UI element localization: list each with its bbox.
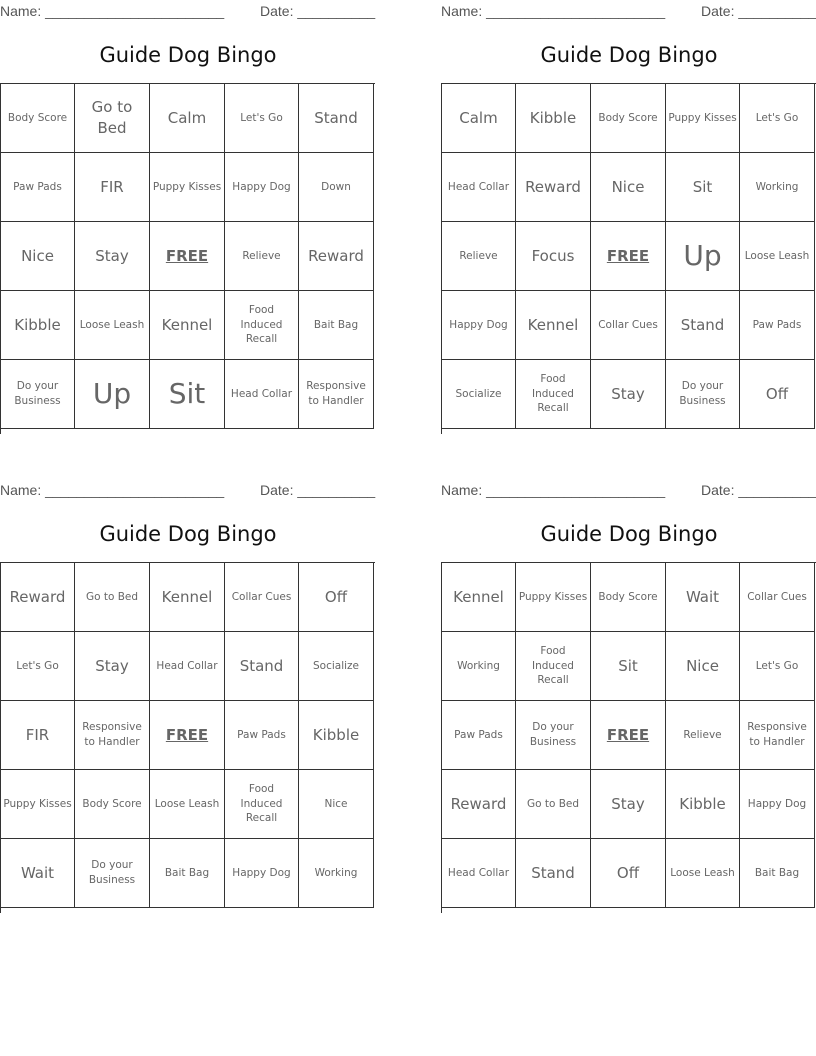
bingo-cell[interactable]: Stand bbox=[225, 632, 299, 701]
bingo-cell[interactable]: Paw Pads bbox=[442, 701, 516, 770]
bingo-cell[interactable]: Wait bbox=[666, 563, 740, 632]
bingo-grid bbox=[0, 562, 375, 913]
name-date-line bbox=[441, 0, 816, 22]
bingo-cell[interactable]: Responsive to Handler bbox=[740, 701, 815, 770]
bingo-cell[interactable]: Loose Leash bbox=[666, 839, 740, 908]
bingo-cell[interactable]: Go to Bed bbox=[75, 563, 150, 632]
bingo-cell[interactable]: Working bbox=[299, 839, 374, 908]
bingo-cell[interactable]: Let's Go bbox=[740, 632, 815, 701]
bingo-cell[interactable]: Nice bbox=[591, 153, 666, 222]
bingo-grid bbox=[0, 83, 375, 434]
bingo-cell[interactable]: Food Induced Recall bbox=[516, 360, 591, 429]
bingo-cell[interactable]: Nice bbox=[666, 632, 740, 701]
bingo-cell[interactable]: Let's Go bbox=[225, 84, 299, 153]
bingo-cell[interactable]: Loose Leash bbox=[150, 770, 225, 839]
bingo-cell[interactable]: Stay bbox=[75, 632, 150, 701]
free-space-cell[interactable]: FREE bbox=[591, 701, 666, 770]
bingo-cell[interactable]: Let's Go bbox=[740, 84, 815, 153]
bingo-cell[interactable]: Reward bbox=[442, 770, 516, 839]
bingo-cell[interactable]: Reward bbox=[1, 563, 75, 632]
bingo-cell[interactable]: Body Score bbox=[1, 84, 75, 153]
bingo-cell[interactable]: Reward bbox=[516, 153, 591, 222]
bingo-cell[interactable]: Kennel bbox=[150, 563, 225, 632]
bingo-cell[interactable]: Collar Cues bbox=[225, 563, 299, 632]
bingo-cell[interactable]: Go to Bed bbox=[516, 770, 591, 839]
bingo-card bbox=[0, 479, 376, 919]
bingo-grid bbox=[441, 562, 816, 913]
bingo-cell[interactable]: Kennel bbox=[442, 563, 516, 632]
bingo-cell[interactable]: Kibble bbox=[1, 291, 75, 360]
bingo-cell[interactable]: Socialize bbox=[442, 360, 516, 429]
bingo-cell[interactable]: Sit bbox=[666, 153, 740, 222]
bingo-card bbox=[0, 0, 376, 440]
bingo-cell[interactable]: Let's Go bbox=[1, 632, 75, 701]
bingo-cell[interactable]: Off bbox=[591, 839, 666, 908]
bingo-cell[interactable]: Body Score bbox=[591, 563, 666, 632]
bingo-cell[interactable]: Loose Leash bbox=[740, 222, 815, 291]
bingo-cell[interactable]: Stand bbox=[516, 839, 591, 908]
bingo-cell[interactable]: Stand bbox=[299, 84, 374, 153]
free-space-cell[interactable]: FREE bbox=[150, 701, 225, 770]
bingo-cell[interactable]: Nice bbox=[299, 770, 374, 839]
bingo-cell[interactable]: Kibble bbox=[666, 770, 740, 839]
free-space-cell[interactable]: FREE bbox=[150, 222, 225, 291]
bingo-cell[interactable]: Happy Dog bbox=[225, 839, 299, 908]
bingo-cell[interactable]: Kennel bbox=[516, 291, 591, 360]
bingo-cell[interactable]: Relieve bbox=[225, 222, 299, 291]
name-field[interactable]: Name: _______________________ bbox=[441, 482, 666, 498]
bingo-cell[interactable]: Sit bbox=[591, 632, 666, 701]
name-field[interactable]: Name: _______________________ bbox=[0, 482, 225, 498]
bingo-cell[interactable]: Responsive to Handler bbox=[75, 701, 150, 770]
bingo-cell[interactable]: Down bbox=[299, 153, 374, 222]
bingo-cell[interactable]: Head Collar bbox=[150, 632, 225, 701]
card-title: Guide Dog Bingo bbox=[540, 522, 718, 546]
bingo-cell[interactable]: Body Score bbox=[75, 770, 150, 839]
bingo-cell[interactable]: Off bbox=[740, 360, 815, 429]
bingo-cell[interactable]: Responsive to Handler bbox=[299, 360, 374, 429]
bingo-cell[interactable]: Collar Cues bbox=[591, 291, 666, 360]
bingo-grid bbox=[441, 83, 816, 434]
bingo-cell[interactable]: Reward bbox=[299, 222, 374, 291]
bingo-cell[interactable]: Paw Pads bbox=[225, 701, 299, 770]
bingo-cell[interactable]: Bait Bag bbox=[740, 839, 815, 908]
bingo-cell[interactable]: Paw Pads bbox=[740, 291, 815, 360]
date-field[interactable]: Date: __________ bbox=[260, 3, 376, 19]
bingo-cell[interactable]: Stay bbox=[591, 770, 666, 839]
bingo-cell[interactable]: Relieve bbox=[666, 701, 740, 770]
name-date-line bbox=[0, 479, 376, 501]
bingo-cell[interactable]: Do your Business bbox=[516, 701, 591, 770]
bingo-cell[interactable]: Head Collar bbox=[442, 153, 516, 222]
card-title: Guide Dog Bingo bbox=[540, 43, 718, 67]
bingo-cell[interactable]: Relieve bbox=[442, 222, 516, 291]
bingo-cell[interactable]: Calm bbox=[442, 84, 516, 153]
bingo-cell[interactable]: Stay bbox=[75, 222, 150, 291]
bingo-cell[interactable]: Calm bbox=[150, 84, 225, 153]
bingo-cell[interactable]: Socialize bbox=[299, 632, 374, 701]
bingo-cell[interactable]: Do your Business bbox=[75, 839, 150, 908]
bingo-cell[interactable]: Bait Bag bbox=[299, 291, 374, 360]
bingo-cell[interactable]: Off bbox=[299, 563, 374, 632]
bingo-cell[interactable]: Nice bbox=[1, 222, 75, 291]
bingo-cell[interactable]: Body Score bbox=[591, 84, 666, 153]
bingo-cell[interactable]: FIR bbox=[1, 701, 75, 770]
bingo-cell[interactable]: Kibble bbox=[299, 701, 374, 770]
bingo-cell[interactable]: Stay bbox=[591, 360, 666, 429]
bingo-cell[interactable]: Food Induced Recall bbox=[516, 632, 591, 701]
bingo-card bbox=[441, 479, 816, 919]
bingo-cell[interactable]: Focus bbox=[516, 222, 591, 291]
card-title: Guide Dog Bingo bbox=[99, 43, 277, 67]
bingo-cell[interactable]: Sit bbox=[150, 360, 225, 429]
bingo-cell[interactable]: Head Collar bbox=[225, 360, 299, 429]
bingo-cell[interactable]: Paw Pads bbox=[1, 153, 75, 222]
bingo-cell[interactable]: Happy Dog bbox=[225, 153, 299, 222]
card-title: Guide Dog Bingo bbox=[99, 522, 277, 546]
bingo-cell[interactable]: Puppy Kisses bbox=[666, 84, 740, 153]
free-space-cell[interactable]: FREE bbox=[591, 222, 666, 291]
name-field[interactable]: Name: _______________________ bbox=[441, 3, 666, 19]
bingo-cell[interactable]: Working bbox=[442, 632, 516, 701]
bingo-cell[interactable]: Stand bbox=[666, 291, 740, 360]
bingo-cell[interactable]: Kennel bbox=[150, 291, 225, 360]
date-field[interactable]: Date: __________ bbox=[701, 3, 816, 19]
bingo-cell[interactable]: FIR bbox=[75, 153, 150, 222]
bingo-cell[interactable]: Puppy Kisses bbox=[516, 563, 591, 632]
bingo-cell[interactable]: Head Collar bbox=[442, 839, 516, 908]
bingo-cell[interactable]: Happy Dog bbox=[740, 770, 815, 839]
bingo-cell[interactable]: Working bbox=[740, 153, 815, 222]
date-field[interactable]: Date: __________ bbox=[701, 482, 816, 498]
bingo-cell[interactable]: Do your Business bbox=[1, 360, 75, 429]
bingo-card bbox=[441, 0, 816, 440]
bingo-cell[interactable]: Up bbox=[666, 222, 740, 291]
date-field[interactable]: Date: __________ bbox=[260, 482, 376, 498]
bingo-cell[interactable]: Collar Cues bbox=[740, 563, 815, 632]
bingo-cell[interactable]: Kibble bbox=[516, 84, 591, 153]
bingo-cell[interactable]: Puppy Kisses bbox=[150, 153, 225, 222]
bingo-cell[interactable]: Happy Dog bbox=[442, 291, 516, 360]
name-date-line bbox=[441, 479, 816, 501]
bingo-cell[interactable]: Food Induced Recall bbox=[225, 291, 299, 360]
bingo-cell[interactable]: Loose Leash bbox=[75, 291, 150, 360]
name-field[interactable]: Name: _______________________ bbox=[0, 3, 225, 19]
bingo-cell[interactable]: Go to Bed bbox=[75, 84, 150, 153]
name-date-line bbox=[0, 0, 376, 22]
bingo-cell[interactable]: Food Induced Recall bbox=[225, 770, 299, 839]
bingo-cell[interactable]: Wait bbox=[1, 839, 75, 908]
bingo-cell[interactable]: Do your Business bbox=[666, 360, 740, 429]
bingo-cell[interactable]: Bait Bag bbox=[150, 839, 225, 908]
bingo-cell[interactable]: Up bbox=[75, 360, 150, 429]
bingo-cell[interactable]: Puppy Kisses bbox=[1, 770, 75, 839]
